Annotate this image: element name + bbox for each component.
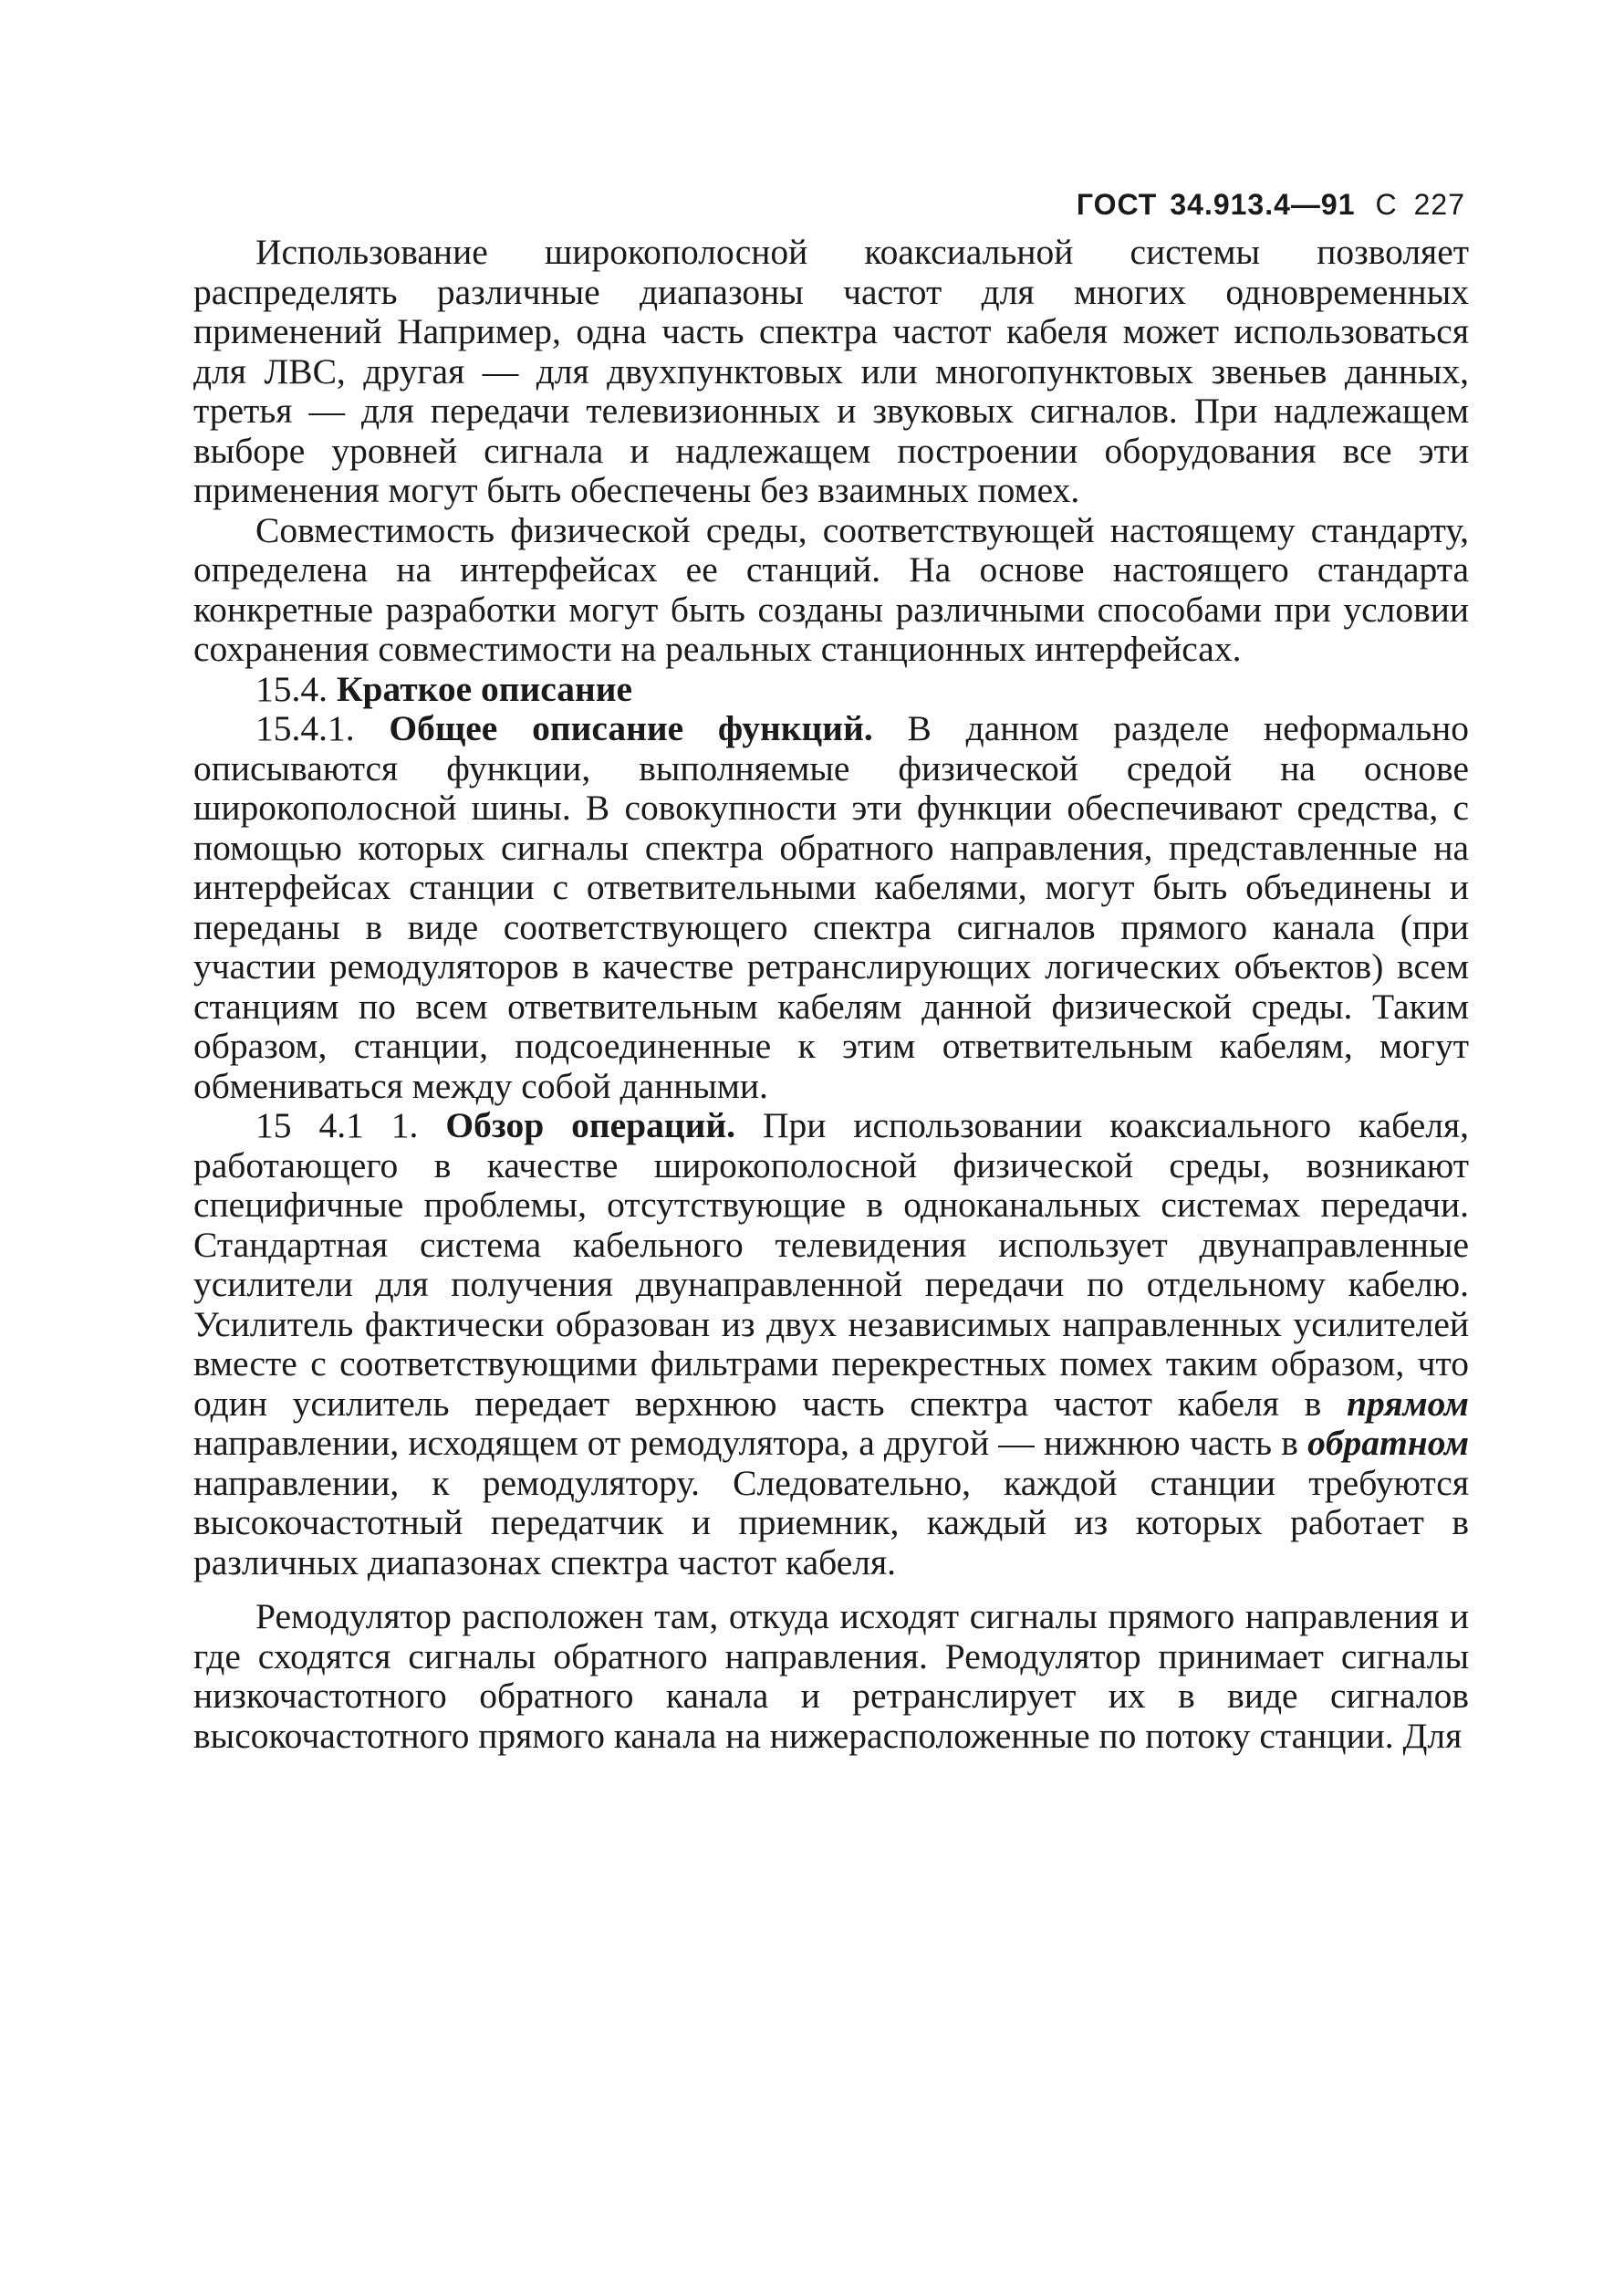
page-header [1077, 188, 1465, 222]
standard-label: ГОСТ [1076, 188, 1158, 221]
section-heading [193, 670, 1469, 710]
paragraph-text: направлении, к ремодулятору. Следовательно, каждой станции требуются высокочастотный передатчик и приемник, каждый из которых работает в различных диапазонах спектра частот кабеля. [193, 1462, 1469, 1582]
section-title: Общее описание функций. [389, 708, 873, 748]
page-label: С [1375, 188, 1398, 221]
paragraph [193, 511, 1469, 670]
section-title: Краткое описание [336, 668, 633, 709]
document-body [193, 233, 1469, 1756]
standard-number: 34.913.4—91 [1170, 188, 1356, 221]
paragraph [193, 709, 1469, 1106]
paragraph [193, 1597, 1469, 1756]
page-number: 227 [1413, 188, 1465, 221]
paragraph-text: В данном разделе неформально описываются функции, выполняемые физической средой на основе широкополосной шины. В совокупности эти функции обеспечивают средства, с помощью которых сигналы спектра обратного направления, представленные на интерфейсах станции с ответвительными кабелями, могут быть объединены и переданы в виде соответствующего спектра сигналов прямого канала (при участии ремодуляторов в качестве ретранслирующих логических объектов) всем станциям по всем ответвительным кабелям данной физической среды. Таким образом, станции, подсоединенные к этим ответвительным кабелям, могут обмениваться между собой данными. [193, 708, 1469, 1106]
paragraph-text: При использовании коаксиального кабеля, работающего в качестве широкополосной физической среды, возникают специфичные проблемы, отсутствующие в одноканальных системах передачи. Стандартная система кабельного телевидения использует двунаправленные усилители для получения двунаправленной передачи по отдельному кабелю. Усилитель фактически образован из двух независимых направленных усилителей вместе с соответствующими фильтрами перекрестных помех таким образом, что один усилитель передает верхнюю часть спектра частот кабеля в [193, 1105, 1470, 1424]
paragraph-text: Совместимость физической среды, соответствующей настоящему стандарту, определена на интерфейсах ее станций. На основе настоящего стандарта конкретные разработки могут быть созданы различными способами при условии сохранения совместимости на реальных станционных интерфейсах. [193, 509, 1469, 669]
emphasis-reverse: обратном [1307, 1423, 1469, 1463]
paragraph-text: Ремодулятор расположен там, откуда исходят сигналы прямого направления и где сходятся сигналы обратного направления. Ремодулятор принимает сигналы низкочастотного обратного канала и ретранслирует их в виде сигналов высокочастотного прямого канала на нижерасположенные по потоку станции. Для [193, 1596, 1469, 1756]
section-number: 15 4.1 1. [255, 1105, 419, 1145]
paragraph-text: Использование широкополосной коаксиальной системы позволяет распределять различные диапазоны частот для многих одновременных применений Например, одна часть спектра частот кабеля может использоваться для ЛВС, другая — для двухпунктовых или многопунктовых звеньев данных, третья — для передачи телевизионных и звуковых сигналов. При надлежащем выборе уровней сигнала и надлежащем построении оборудования все эти применения могут быть обеспечены без взаимных помех. [193, 232, 1469, 510]
section-number: 15.4. [255, 668, 328, 709]
section-title: Обзор операций. [445, 1105, 736, 1145]
emphasis-forward: прямом [1347, 1383, 1469, 1424]
paragraph [193, 1106, 1469, 1582]
section-number: 15.4.1. [255, 708, 355, 748]
paragraph-text: направлении, исходящем от ремодулятора, а другой — нижнюю часть в [193, 1423, 1298, 1463]
paragraph [193, 233, 1469, 511]
